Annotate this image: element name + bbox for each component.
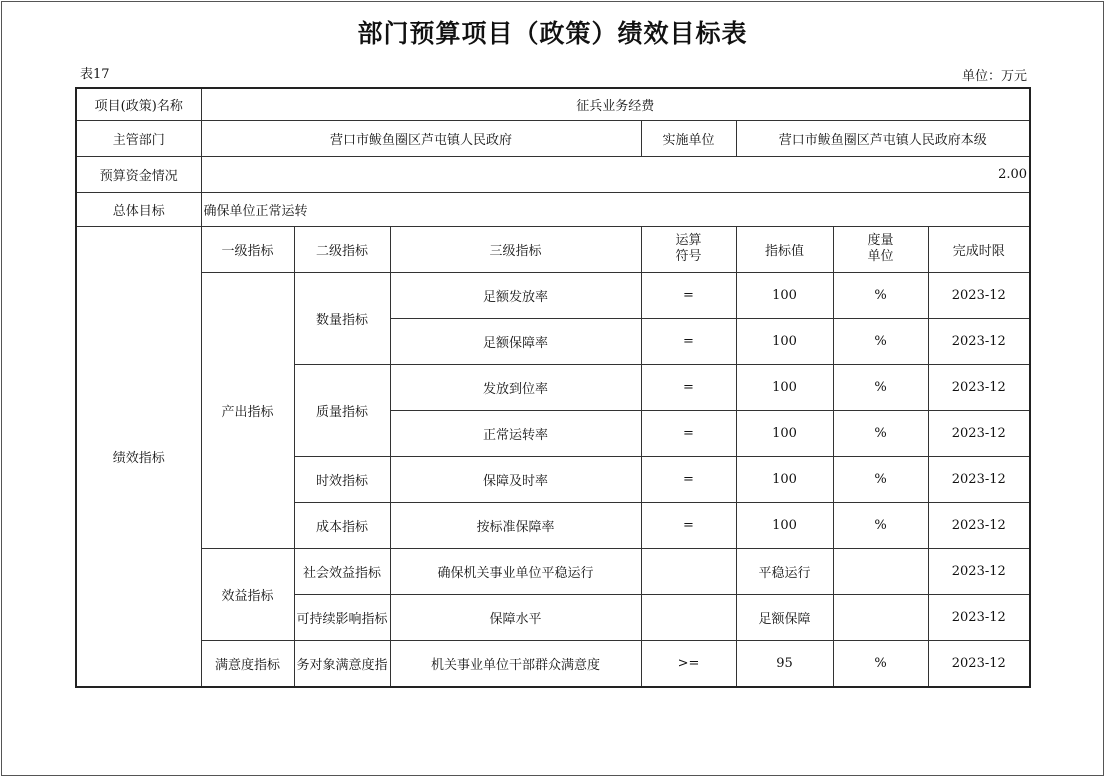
deadline-cell: 2023-12 bbox=[928, 549, 1030, 595]
target-value-cell: 足额保障 bbox=[736, 595, 833, 641]
deadline-cell: 2023-12 bbox=[928, 364, 1030, 410]
goal-value: 确保单位正常运转 bbox=[201, 192, 1030, 226]
measure-unit-cell: % bbox=[833, 641, 928, 687]
operator-cell bbox=[641, 595, 736, 641]
level3-cell: 保障水平 bbox=[390, 595, 641, 641]
budget-value: 2.00 bbox=[201, 156, 1030, 192]
measure-unit-cell: % bbox=[833, 364, 928, 410]
level2-timeliness: 时效指标 bbox=[294, 457, 390, 503]
level2-social-benefit: 社会效益指标 bbox=[294, 549, 390, 595]
measure-unit-cell bbox=[833, 549, 928, 595]
level2-service-satisfaction: 务对象满意度指 bbox=[294, 641, 390, 687]
target-value-cell: 100 bbox=[736, 410, 833, 456]
deadline-cell: 2023-12 bbox=[928, 410, 1030, 456]
project-name-value: 征兵业务经费 bbox=[201, 88, 1030, 120]
header-level3: 三级指标 bbox=[390, 226, 641, 272]
target-value-cell: 100 bbox=[736, 503, 833, 549]
dept-value: 营口市鲅鱼圈区芦屯镇人民政府 bbox=[201, 120, 641, 156]
table-number: 表17 bbox=[80, 67, 110, 82]
level3-cell: 按标准保障率 bbox=[390, 503, 641, 549]
measure-unit-cell bbox=[833, 595, 928, 641]
target-value-cell: 100 bbox=[736, 318, 833, 364]
target-value-cell: 100 bbox=[736, 364, 833, 410]
level2-cost: 成本指标 bbox=[294, 503, 390, 549]
level3-cell: 足额保障率 bbox=[390, 318, 641, 364]
level3-cell: 发放到位率 bbox=[390, 364, 641, 410]
perf-indicators-label: 绩效指标 bbox=[76, 226, 201, 687]
measure-unit-cell: % bbox=[833, 410, 928, 456]
target-value-cell: 100 bbox=[736, 272, 833, 318]
budget-label: 预算资金情况 bbox=[76, 156, 201, 192]
operator-cell: = bbox=[641, 318, 736, 364]
level3-cell: 机关事业单位干部群众满意度 bbox=[390, 641, 641, 687]
deadline-cell: 2023-12 bbox=[928, 272, 1030, 318]
level2-quality: 质量指标 bbox=[294, 364, 390, 456]
operator-cell: = bbox=[641, 272, 736, 318]
dept-label: 主管部门 bbox=[76, 120, 201, 156]
deadline-cell: 2023-12 bbox=[928, 641, 1030, 687]
target-value-cell: 95 bbox=[736, 641, 833, 687]
deadline-cell: 2023-12 bbox=[928, 318, 1030, 364]
header-deadline: 完成时限 bbox=[928, 226, 1030, 272]
target-value-cell: 平稳运行 bbox=[736, 549, 833, 595]
unit-label: 单位：万元 bbox=[961, 69, 1027, 84]
level1-satisfaction: 满意度指标 bbox=[201, 641, 294, 687]
measure-unit-cell: % bbox=[833, 503, 928, 549]
measure-unit-cell: % bbox=[833, 318, 928, 364]
target-value-cell: 100 bbox=[736, 457, 833, 503]
measure-unit-cell: % bbox=[833, 457, 928, 503]
level3-cell: 足额发放率 bbox=[390, 272, 641, 318]
deadline-cell: 2023-12 bbox=[928, 457, 1030, 503]
goal-label: 总体目标 bbox=[76, 192, 201, 226]
header-level2: 二级指标 bbox=[294, 226, 390, 272]
operator-cell: >= bbox=[641, 641, 736, 687]
performance-table bbox=[75, 87, 1031, 688]
level2-sustainability: 可持续影响指标 bbox=[294, 595, 390, 641]
deadline-cell: 2023-12 bbox=[928, 503, 1030, 549]
impl-unit-value: 营口市鲅鱼圈区芦屯镇人民政府本级 bbox=[736, 120, 1030, 156]
level3-cell: 保障及时率 bbox=[390, 457, 641, 503]
header-operator: 运算 符号 bbox=[641, 226, 736, 272]
operator-cell: = bbox=[641, 457, 736, 503]
operator-cell bbox=[641, 549, 736, 595]
level3-cell: 确保机关事业单位平稳运行 bbox=[390, 549, 641, 595]
page-title: 部门预算项目（政策）绩效目标表 bbox=[357, 19, 748, 48]
impl-unit-label: 实施单位 bbox=[641, 120, 736, 156]
header-level1: 一级指标 bbox=[201, 226, 294, 272]
project-name-label: 项目(政策)名称 bbox=[76, 88, 201, 120]
deadline-cell: 2023-12 bbox=[928, 595, 1030, 641]
operator-cell: = bbox=[641, 364, 736, 410]
header-measure-unit: 度量 单位 bbox=[833, 226, 928, 272]
level3-cell: 正常运转率 bbox=[390, 410, 641, 456]
header-target-value: 指标值 bbox=[736, 226, 833, 272]
level2-quantity: 数量指标 bbox=[294, 272, 390, 364]
operator-cell: = bbox=[641, 410, 736, 456]
level1-output: 产出指标 bbox=[201, 272, 294, 548]
level1-benefit: 效益指标 bbox=[201, 549, 294, 641]
operator-cell: = bbox=[641, 503, 736, 549]
measure-unit-cell: % bbox=[833, 272, 928, 318]
